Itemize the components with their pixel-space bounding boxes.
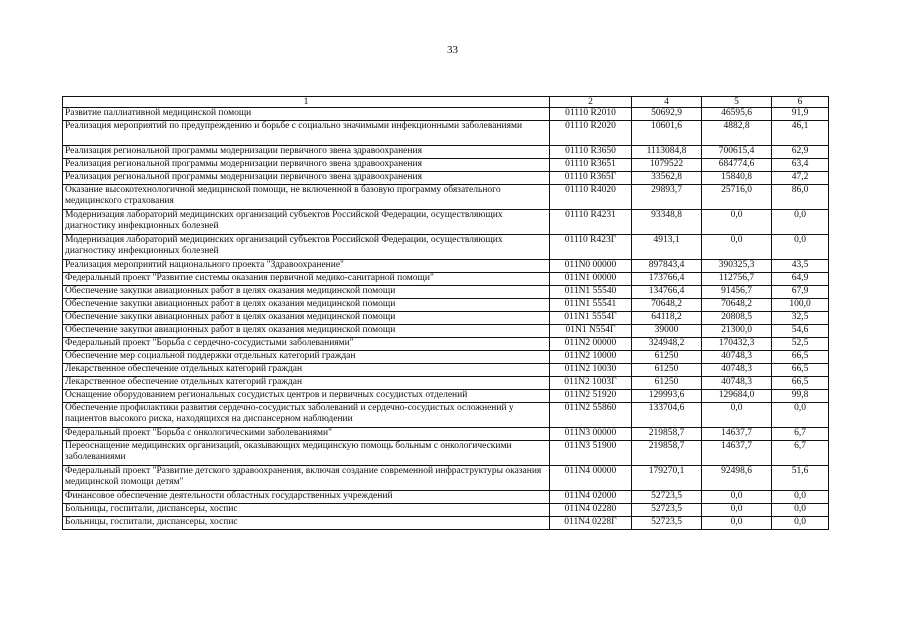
row-percent-cell: 43,5 — [772, 260, 829, 273]
table-row — [63, 286, 829, 299]
table-row — [63, 325, 829, 338]
row-percent-cell: 47,2 — [772, 172, 829, 185]
row-executed-cell: 70648,2 — [702, 299, 772, 312]
row-plan-cell: 179270,1 — [632, 466, 702, 491]
row-name-cell: Реализация региональной программы модернизации первичного звена здравоохранения — [63, 159, 550, 172]
row-plan-cell: 219858,7 — [632, 428, 702, 441]
table-row — [63, 390, 829, 403]
row-executed-cell: 15840,8 — [702, 172, 772, 185]
table-row — [63, 428, 829, 441]
row-plan-cell: 324948,2 — [632, 338, 702, 351]
table-row — [63, 364, 829, 377]
row-executed-cell: 20808,5 — [702, 312, 772, 325]
row-executed-cell: 0,0 — [702, 517, 772, 530]
row-code-cell: 011N2 1003Г — [550, 377, 632, 390]
row-percent-cell: 66,5 — [772, 364, 829, 377]
row-name-cell: Оказание высокотехнологичной медицинской помощи, не включенной в базовую программу обязательного медицинского страхования — [63, 185, 550, 210]
row-name-cell: Лекарственное обеспечение отдельных категорий граждан — [63, 364, 550, 377]
row-plan-cell: 1113084,8 — [632, 146, 702, 159]
row-plan-cell: 52723,5 — [632, 517, 702, 530]
row-executed-cell: 91456,7 — [702, 286, 772, 299]
table-row — [63, 441, 829, 466]
row-code-cell: 01110 R3650 — [550, 146, 632, 159]
row-executed-cell: 14637,7 — [702, 441, 772, 466]
row-percent-cell: 67,9 — [772, 286, 829, 299]
row-executed-cell: 25716,0 — [702, 185, 772, 210]
row-percent-cell: 62,9 — [772, 146, 829, 159]
row-executed-cell: 684774,6 — [702, 159, 772, 172]
row-percent-cell: 0,0 — [772, 491, 829, 504]
row-name-cell: Реализация региональной программы модернизации первичного звена здравоохранения — [63, 172, 550, 185]
row-name-cell: Больницы, госпитали, диспансеры, хоспис — [63, 517, 550, 530]
row-plan-cell: 50692,9 — [632, 108, 702, 121]
row-plan-cell: 1079522 — [632, 159, 702, 172]
row-code-cell: 011N1 55541 — [550, 299, 632, 312]
row-executed-cell: 4882,8 — [702, 121, 772, 146]
row-plan-cell: 134766,4 — [632, 286, 702, 299]
row-code-cell: 01110 R2020 — [550, 121, 632, 146]
row-executed-cell: 46595,6 — [702, 108, 772, 121]
row-executed-cell: 0,0 — [702, 235, 772, 260]
row-percent-cell: 0,0 — [772, 210, 829, 235]
table-row — [63, 121, 829, 146]
row-code-cell: 011N2 55860 — [550, 403, 632, 428]
row-code-cell: 01110 R3651 — [550, 159, 632, 172]
row-percent-cell: 0,0 — [772, 235, 829, 260]
row-name-cell: Обеспечение закупки авиационных работ в целях оказания медицинской помощи — [63, 325, 550, 338]
table-row — [63, 312, 829, 325]
row-name-cell: Переоснащение медицинских организаций, оказывающих медицинскую помощь больным с онкологическими заболеваниями — [63, 441, 550, 466]
table-row — [63, 146, 829, 159]
row-name-cell: Реализация мероприятий по предупреждению и борьбе с социально значимыми инфекционными заболеваниями — [63, 121, 550, 146]
row-plan-cell: 52723,5 — [632, 504, 702, 517]
row-code-cell: 011N3 00000 — [550, 428, 632, 441]
row-plan-cell: 173766,4 — [632, 273, 702, 286]
row-name-cell: Обеспечение закупки авиационных работ в целях оказания медицинской помощи — [63, 312, 550, 325]
table-row — [63, 299, 829, 312]
row-percent-cell: 6,7 — [772, 428, 829, 441]
row-name-cell: Развитие паллиативной медицинской помощи — [63, 108, 550, 121]
row-executed-cell: 390325,3 — [702, 260, 772, 273]
column-header-name: 1 — [63, 97, 550, 108]
row-name-cell: Обеспечение профилактики развития сердечно-сосудистых заболеваний и сердечно-сосудистых осложнений у пациентов высокого риска, находящихся на диспансерном наблюдении — [63, 403, 550, 428]
row-executed-cell: 700615,4 — [702, 146, 772, 159]
row-executed-cell: 40748,3 — [702, 377, 772, 390]
row-name-cell: Федеральный проект "Развитие детского здравоохранения, включая создание современной инфраструктуры оказания медицинской помощи детям" — [63, 466, 550, 491]
row-code-cell: 011N4 02000 — [550, 491, 632, 504]
row-plan-cell: 39000 — [632, 325, 702, 338]
row-plan-cell: 93348,8 — [632, 210, 702, 235]
row-code-cell: 01110 R2010 — [550, 108, 632, 121]
row-plan-cell: 4913,1 — [632, 235, 702, 260]
row-plan-cell: 10601,6 — [632, 121, 702, 146]
row-code-cell: 011N2 51920 — [550, 390, 632, 403]
row-executed-cell: 0,0 — [702, 210, 772, 235]
row-percent-cell: 32,5 — [772, 312, 829, 325]
row-code-cell: 011N3 51900 — [550, 441, 632, 466]
budget-table — [62, 96, 829, 530]
table-row — [63, 210, 829, 235]
column-header-plan: 4 — [632, 97, 702, 108]
table-row — [63, 338, 829, 351]
column-header-code: 2 — [550, 97, 632, 108]
row-percent-cell: 54,6 — [772, 325, 829, 338]
row-name-cell: Модернизация лабораторий медицинских организаций субъектов Российской Федерации, осуществляющих диагностику инфекционных болезней — [63, 210, 550, 235]
row-percent-cell: 0,0 — [772, 517, 829, 530]
table-row — [63, 108, 829, 121]
row-name-cell: Федеральный проект "Борьба с сердечно-сосудистыми заболеваниями" — [63, 338, 550, 351]
row-name-cell: Лекарственное обеспечение отдельных категорий граждан — [63, 377, 550, 390]
table-row — [63, 491, 829, 504]
row-code-cell: 011N1 00000 — [550, 273, 632, 286]
row-percent-cell: 91,9 — [772, 108, 829, 121]
row-code-cell: 01110 R365Г — [550, 172, 632, 185]
row-executed-cell: 0,0 — [702, 491, 772, 504]
row-code-cell: 011N2 10030 — [550, 364, 632, 377]
table-row — [63, 260, 829, 273]
row-name-cell: Оснащение оборудованием региональных сосудистых центров и первичных сосудистых отделений — [63, 390, 550, 403]
row-executed-cell: 170432,3 — [702, 338, 772, 351]
table-row — [63, 172, 829, 185]
row-code-cell: 01110 R423Г — [550, 235, 632, 260]
row-code-cell: 011N0 00000 — [550, 260, 632, 273]
table-row — [63, 504, 829, 517]
row-percent-cell: 86,0 — [772, 185, 829, 210]
table-row — [63, 377, 829, 390]
row-percent-cell: 100,0 — [772, 299, 829, 312]
page-number: 33 — [447, 44, 458, 56]
table-row — [63, 351, 829, 364]
row-code-cell: 011N4 02280 — [550, 504, 632, 517]
row-plan-cell: 64118,2 — [632, 312, 702, 325]
row-code-cell: 011N4 0228Г — [550, 517, 632, 530]
row-percent-cell: 66,5 — [772, 351, 829, 364]
table-row — [63, 159, 829, 172]
row-code-cell: 01N1 N554Г — [550, 325, 632, 338]
table-header-row — [63, 97, 829, 108]
row-percent-cell: 63,4 — [772, 159, 829, 172]
row-name-cell: Обеспечение мер социальной поддержки отдельных категорий граждан — [63, 351, 550, 364]
row-name-cell: Обеспечение закупки авиационных работ в целях оказания медицинской помощи — [63, 286, 550, 299]
row-code-cell: 01110 R4020 — [550, 185, 632, 210]
row-percent-cell: 46,1 — [772, 121, 829, 146]
row-plan-cell: 133704,6 — [632, 403, 702, 428]
row-percent-cell: 52,5 — [772, 338, 829, 351]
row-name-cell: Обеспечение закупки авиационных работ в целях оказания медицинской помощи — [63, 299, 550, 312]
table-row — [63, 466, 829, 491]
row-plan-cell: 29893,7 — [632, 185, 702, 210]
row-plan-cell: 61250 — [632, 377, 702, 390]
row-name-cell: Реализация мероприятий национального проекта "Здравоохранение" — [63, 260, 550, 273]
table-row — [63, 273, 829, 286]
row-name-cell: Федеральный проект "Борьба с онкологическими заболеваниями" — [63, 428, 550, 441]
row-plan-cell: 897843,4 — [632, 260, 702, 273]
row-name-cell: Федеральный проект "Развитие системы оказания первичной медико-санитарной помощи" — [63, 273, 550, 286]
row-plan-cell: 219858,7 — [632, 441, 702, 466]
row-code-cell: 011N2 10000 — [550, 351, 632, 364]
row-executed-cell: 21300,0 — [702, 325, 772, 338]
column-header-executed: 5 — [702, 97, 772, 108]
column-header-percent: 6 — [772, 97, 829, 108]
row-name-cell: Больницы, госпитали, диспансеры, хоспис — [63, 504, 550, 517]
row-plan-cell: 52723,5 — [632, 491, 702, 504]
row-executed-cell: 112756,7 — [702, 273, 772, 286]
row-executed-cell: 0,0 — [702, 403, 772, 428]
row-plan-cell: 129993,6 — [632, 390, 702, 403]
table-row — [63, 235, 829, 260]
row-executed-cell: 92498,6 — [702, 466, 772, 491]
row-executed-cell: 40748,3 — [702, 364, 772, 377]
row-percent-cell: 66,5 — [772, 377, 829, 390]
row-percent-cell: 51,6 — [772, 466, 829, 491]
row-percent-cell: 0,0 — [772, 504, 829, 517]
table-row — [63, 185, 829, 210]
row-code-cell: 011N1 5554Г — [550, 312, 632, 325]
row-plan-cell: 61250 — [632, 364, 702, 377]
table-row — [63, 403, 829, 428]
row-plan-cell: 70648,2 — [632, 299, 702, 312]
row-plan-cell: 61250 — [632, 351, 702, 364]
table-row — [63, 517, 829, 530]
row-code-cell: 011N2 00000 — [550, 338, 632, 351]
row-percent-cell: 0,0 — [772, 403, 829, 428]
row-code-cell: 01110 R4231 — [550, 210, 632, 235]
row-code-cell: 011N1 55540 — [550, 286, 632, 299]
row-percent-cell: 99,8 — [772, 390, 829, 403]
row-executed-cell: 14637,7 — [702, 428, 772, 441]
row-percent-cell: 6,7 — [772, 441, 829, 466]
row-percent-cell: 64,9 — [772, 273, 829, 286]
row-code-cell: 011N4 00000 — [550, 466, 632, 491]
row-name-cell: Финансовое обеспечение деятельности областных государственных учреждений — [63, 491, 550, 504]
row-executed-cell: 40748,3 — [702, 351, 772, 364]
row-name-cell: Реализация региональной программы модернизации первичного звена здравоохранения — [63, 146, 550, 159]
row-executed-cell: 0,0 — [702, 504, 772, 517]
row-name-cell: Модернизация лабораторий медицинских организаций субъектов Российской Федерации, осуществляющих диагностику инфекционных болезней — [63, 235, 550, 260]
row-plan-cell: 33562,8 — [632, 172, 702, 185]
row-executed-cell: 129684,0 — [702, 390, 772, 403]
